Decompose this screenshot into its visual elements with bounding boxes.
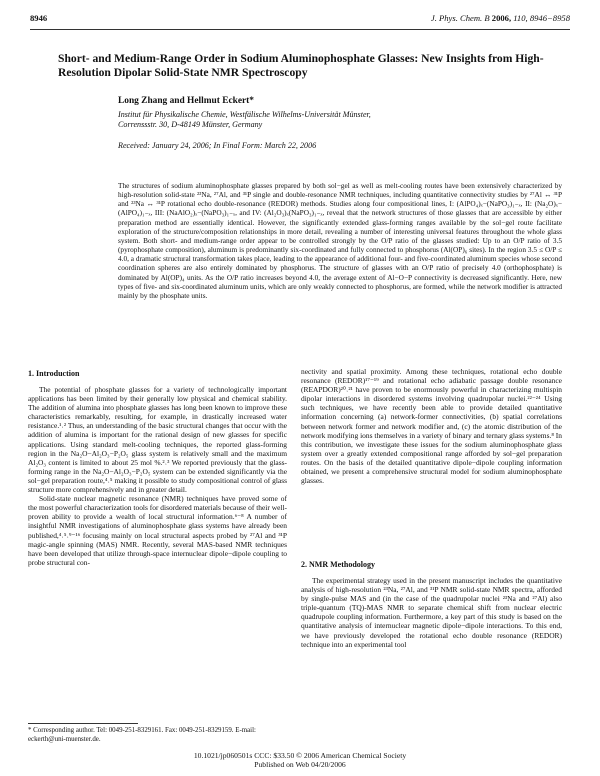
method-heading: 2. NMR Methodology <box>301 560 375 569</box>
article-title: Short- and Medium-Range Order in Sodium Aluminophosphate Glasses: New Insights from High-Resolution Dipolar Solid-State NMR Spectroscopy <box>58 52 544 79</box>
journal-citation <box>431 13 570 23</box>
journal-volume-pages: 110, 8946−8958 <box>513 13 570 23</box>
abstract: The structures of sodium aluminophosphate glasses prepared by both sol−gel as well as melt-cooling routes have been extensively characterized by high-resolution solid-state ²³Na, ²⁷Al, and ³¹P single and double-resonance NMR techniques, including quantitative connectivity studies by ²⁷Al ↔ ³¹P and ²³Na ↔ ³¹P rotational echo double-resonance (REDOR) methods. Studies along four compositional lines, I: (AlPO₄)ₓ−(NaPO₃)₁₋ₓ, II: (Na₂O)ₓ−(AlPO₄)₁₋ₓ, III: (NaAlO₂)ₓ−(NaPO₃)₁₋ₓ, and IV: (Al₂O₃)ₓ(NaPO₃)₁₋ₓ, reveal that the network structures of those glasses that are accessible by either preparation method are essentially identical. However, the significantly extended glass-forming ranges available by the sol−gel route facilitate exploration of the structure/composition relationships in more detail, revealing a number of interesting universal features throughout the whole glass system. Both short- and medium-range order appear to be controlled strongly by the O/P ratio of the glasses studied: Up to an O/P ratio of 3.5 (pyrophosphate composition), aluminum is predominantly six-coordinated and fully connected to phosphorus (Al(OP)₆ sites). In the region 3.5 ≤ O/P ≤ 4.0, a dramatic structural transformation takes place, leading to the appearance of additional four- and five-coordinated aluminum species whose second coordination spheres are also entirely dominated by phosphorus. The structure of glasses with an O/P ratio of precisely 4.0 (orthophosphate) is dominated by Al(OP)₄ units. As the O/P ratio increases beyond 4.0, the average extent of Al−O−P connectivity is decreased significantly. Here, new types of five- and six-coordinated aluminum units, which are only weakly connected to phosphorus, are formed, while the network modifier is attracted mainly by the phosphate units. <box>118 181 562 300</box>
doi-line: 10.1021/jp060501s CCC: $33.50 © 2006 American Chemical Society <box>193 751 407 760</box>
intro-continuation: nectivity and spatial proximity. Among these techniques, rotational echo double resonance (REDOR)¹⁷⁻¹⁹ and rotational echo adiabatic passage double resonance (REAPDOR)²⁰˒²¹ have proven to be enormously powerful in characterizing multispin dipolar interactions in disordered systems involving quadrupolar nuclei.²²⁻²⁴ Using such techniques, we have recently been able to provide detailed quantitative information concerning (a) network-former connectivities, (b) spatial correlations between network former and network modifier and, (c) the atomic distribution of the network modifying ions themselves in a variety of binary and ternary glass systems.⁸ In this contribution, we investigate these issues for the sodium aluminophosphate glass system over a greatly extended compositional range afforded by sol−gel preparation routes. On the basis of the detailed quantitative dipole−dipole coupling information obtained, we present a comprehensive structural model for sodium aluminophosphate glasses. <box>301 367 562 486</box>
affiliation-line-1: Institut für Physikalische Chemie, Westfälische Wilhelms-Universität Münster, <box>118 110 371 119</box>
intro-heading: 1. Introduction <box>28 369 80 378</box>
intro-paragraph-2: Solid-state nuclear magnetic resonance (NMR) techniques have proved some of the most powerful characterization tools for disordered materials because of their well-proven ability to provide a wealth of local structural information.⁶⁻⁸ A number of insightful NMR investigations of aluminophosphate glass systems have already been published,⁴˒⁵˒⁹⁻¹⁶ focusing mainly on local structural aspects probed by ²⁷Al and ³¹P magic-angle spinning (MAS) NMR. Recently, several MAS-based NMR techniques have been developed that utilize through-space internuclear dipole−dipole coupling to probe structural con- <box>28 494 287 567</box>
affiliation-line-2: Correnssstr. 30, D-48149 Münster, Germany <box>118 120 263 129</box>
author-affiliation <box>118 110 458 130</box>
corresponding-author-footnote: * Corresponding author. Tel: 0049-251-8329161. Fax: 0049-251-8329159. E-mail: eckerth@uni-muenster.de. <box>28 727 256 743</box>
received-dates: Received: January 24, 2006; In Final Form: March 22, 2006 <box>118 141 317 150</box>
footnote-rule <box>28 723 138 724</box>
right-column-top <box>301 367 562 485</box>
page-number: 8946 <box>30 13 48 23</box>
header-rule <box>30 29 570 30</box>
method-paragraph-1: The experimental strategy used in the present manuscript includes the quantitative analysis of high-resolution ²³Na, ²⁷Al, and ³¹P NMR solid-state NMR spectra, afforded by single-pulse MAS and (in the case of the quadrupolar nuclei ²³Na and ²⁷Al) also triple-quantum (TQ)-MAS NMR to separate chemical shift from nuclear electric quadrupole coupling information. Furthermore, a key part of this study is based on the quantitative analysis of internuclear magnetic dipole−dipole interactions. To this end, we have previously developed the rotational echo double resonance (REDOR) technique into an experimental tool <box>301 576 562 649</box>
article-authors: Long Zhang and Hellmut Eckert* <box>118 96 254 106</box>
intro-paragraph-1: The potential of phosphate glasses for a variety of technologically important applications has been limited by their generally low physical and chemical stability. The addition of alumina into phosphate glasses has long been known to improve these characteristics remarkably, resulting, for example, in drastically increased water resistance.¹˒² Thus, an understanding of the basic structural changes that occur with the addition of alumina is important for the rational design of new glasses for specific applications. Using standard melt-cooling techniques, the reported glass-forming region in the Na₂O−Al₂O₃−P₂O₅ glass system is relatively small and the maximum Al₂O₃ content is limited to about 25 mol %.²˒³ We reported previously that the glass-forming range in the Na₂O−Al₂O₃−P₂O₅ system can be extended significantly via the sol−gel preparation route,⁴˒⁵ making it possible to study compositional control of glass structure more comprehensively and in greater detail. <box>28 385 287 495</box>
left-column <box>28 385 287 567</box>
published-line: Published on Web 04/20/2006 <box>254 759 346 769</box>
journal-name: J. Phys. Chem. B <box>430 13 490 23</box>
page-footer <box>0 752 600 770</box>
page-header <box>30 13 570 25</box>
journal-year: 2006, <box>491 13 512 23</box>
right-column-bottom <box>301 576 562 649</box>
